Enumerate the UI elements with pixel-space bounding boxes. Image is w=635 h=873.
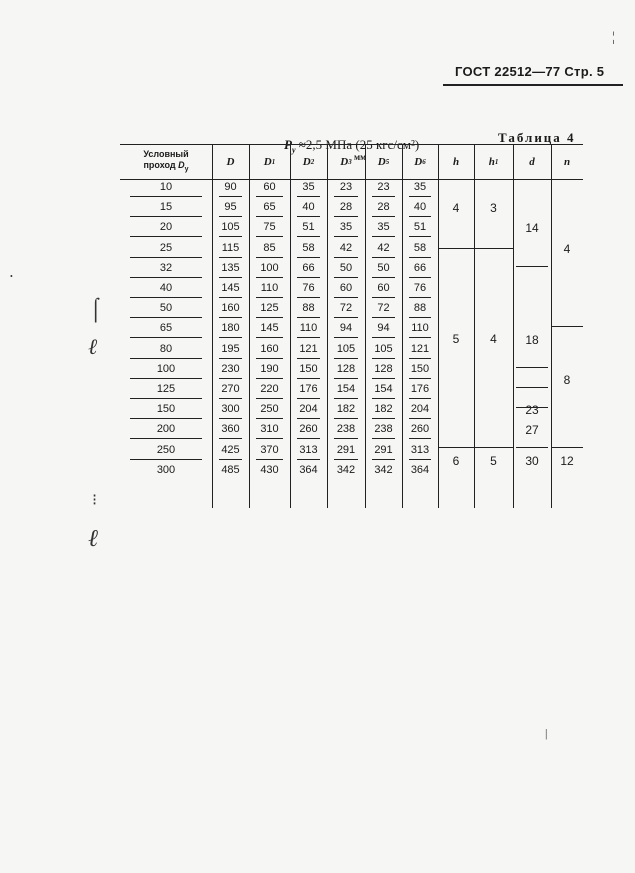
row-underline — [297, 317, 320, 318]
dimension-value: 23 — [339, 181, 353, 193]
row-underline — [409, 459, 431, 460]
row-underline — [130, 438, 202, 439]
header-nominal-bore — [120, 145, 212, 179]
bore-value: 80 — [159, 342, 173, 355]
column-header-symbol: n — [563, 156, 571, 168]
header-nominal-bore-line2 — [143, 160, 188, 175]
n-value: 8 — [563, 372, 571, 387]
dimension-value: 72 — [377, 302, 390, 315]
dimension-value: 370 — [260, 443, 279, 456]
row-underline — [372, 358, 395, 359]
dimension-value: 128 — [374, 362, 393, 375]
column-header-n — [551, 145, 583, 179]
row-underline — [334, 337, 358, 338]
dimension-value: 50 — [339, 261, 353, 274]
dimension-value: 35 — [413, 181, 427, 193]
row-underline — [334, 418, 358, 419]
row-underline — [130, 297, 202, 298]
dimension-value: 291 — [374, 443, 393, 456]
row-underline — [256, 216, 283, 217]
row-underline — [372, 378, 395, 379]
dimension-value: 430 — [260, 463, 279, 476]
dimension-value: 364 — [299, 463, 318, 476]
scan-mark: • — [10, 272, 13, 281]
row-underline — [219, 196, 242, 197]
bore-value: 125 — [156, 383, 176, 395]
row-underline — [219, 257, 242, 258]
dimension-value: 182 — [374, 403, 393, 416]
dimension-value: 180 — [221, 322, 240, 335]
dimension-value: 313 — [299, 443, 318, 456]
dimension-value: 35 — [302, 181, 315, 193]
bore-value: 200 — [156, 423, 176, 436]
units-label: мм — [354, 152, 367, 162]
dimension-value: 190 — [260, 362, 279, 375]
row-underline — [409, 236, 431, 237]
dimension-value: 250 — [260, 403, 279, 416]
column-header-d2 — [290, 145, 327, 179]
row-underline — [372, 418, 395, 419]
group-rule — [516, 387, 548, 388]
row-underline — [256, 257, 283, 258]
bore-value: 10 — [159, 181, 173, 193]
dimension-value: 204 — [410, 403, 430, 416]
column-header-subscript: 1 — [494, 158, 499, 166]
dimension-value: 182 — [336, 403, 356, 416]
row-underline — [256, 358, 283, 359]
row-underline — [130, 358, 202, 359]
dimension-value: 28 — [339, 201, 353, 214]
column-header-h — [438, 145, 474, 179]
dimension-value: 145 — [221, 282, 240, 294]
pressure-value: ≈2,5 МПа (25 кгс/см²) — [298, 137, 420, 152]
row-underline — [409, 257, 431, 258]
dimension-value: 342 — [336, 463, 356, 476]
row-underline — [297, 398, 320, 399]
row-underline — [297, 216, 320, 217]
dimension-value: 40 — [302, 201, 315, 214]
row-underline — [256, 378, 283, 379]
dimension-value: 230 — [221, 362, 240, 375]
row-underline — [297, 418, 320, 419]
dimension-value: 125 — [260, 302, 279, 315]
row-underline — [372, 196, 395, 197]
row-underline — [334, 438, 358, 439]
row-underline — [372, 459, 395, 460]
h-value: 4 — [452, 201, 460, 216]
scan-mark: ⌠ — [89, 296, 103, 321]
dimension-value: 51 — [413, 221, 427, 234]
page-header: ГОСТ 22512—77 Стр. 5 — [455, 64, 605, 79]
dimension-value: 195 — [221, 342, 240, 355]
dimension-value: 310 — [260, 423, 279, 436]
dimension-value: 238 — [336, 423, 356, 436]
dimension-value: 60 — [339, 282, 353, 294]
column-header-subscript: 5 — [385, 158, 390, 166]
scan-mark: ℓ — [88, 334, 98, 359]
header-nominal-bore-subscript: у — [184, 165, 189, 173]
pressure-subscript: у — [291, 145, 296, 155]
row-underline — [256, 438, 283, 439]
row-underline — [409, 196, 431, 197]
dimension-value: 110 — [411, 322, 429, 335]
group-rule — [438, 248, 513, 249]
row-underline — [372, 317, 395, 318]
row-underline — [219, 358, 242, 359]
dimension-value: 105 — [221, 221, 240, 234]
dimension-value: 238 — [374, 423, 393, 436]
dimension-value: 28 — [377, 201, 390, 214]
column-header-symbol: D — [263, 156, 272, 168]
dimension-value: 128 — [336, 362, 356, 375]
row-underline — [372, 236, 395, 237]
column-header-d3 — [327, 145, 365, 179]
h1-value: 5 — [490, 453, 497, 468]
row-underline — [130, 378, 202, 379]
dimension-value: 60 — [263, 181, 276, 193]
row-underline — [409, 438, 431, 439]
dimension-value: 135 — [221, 261, 240, 274]
row-underline — [297, 196, 320, 197]
h-value: 6 — [452, 453, 460, 468]
column-header-subscript: 2 — [310, 158, 315, 166]
row-underline — [372, 277, 395, 278]
row-underline — [219, 216, 242, 217]
row-underline — [256, 418, 283, 419]
scan-mark: ℓ — [88, 526, 98, 552]
row-underline — [256, 277, 283, 278]
row-underline — [372, 257, 395, 258]
h-value: 5 — [452, 332, 460, 347]
row-underline — [409, 297, 431, 298]
row-underline — [219, 418, 242, 419]
dimension-value: 76 — [413, 282, 427, 294]
row-underline — [372, 398, 395, 399]
bore-value: 40 — [159, 282, 173, 294]
row-underline — [334, 196, 358, 197]
dimension-value: 176 — [410, 383, 430, 395]
scan-mark: ⁝ — [92, 492, 98, 509]
d-value: 27 — [525, 423, 539, 438]
row-underline — [130, 236, 202, 237]
row-underline — [297, 459, 320, 460]
header-nominal-bore-line1: Условный — [143, 149, 189, 160]
row-underline — [219, 438, 242, 439]
row-underline — [130, 459, 202, 460]
bore-value: 50 — [159, 302, 173, 315]
row-underline — [219, 398, 242, 399]
bore-value: 32 — [159, 261, 173, 274]
row-underline — [297, 438, 320, 439]
dimension-value: 105 — [374, 342, 393, 355]
group-rule — [551, 326, 583, 327]
row-underline — [409, 378, 431, 379]
bore-value: 20 — [159, 221, 173, 234]
row-underline — [372, 297, 395, 298]
bore-value: 25 — [159, 241, 173, 254]
row-underline — [130, 216, 202, 217]
row-underline — [256, 398, 283, 399]
dimension-value: 342 — [374, 463, 393, 476]
dimension-value: 100 — [260, 261, 279, 274]
group-rule — [516, 407, 548, 408]
column-header-symbol: D — [414, 156, 423, 168]
dimension-value: 65 — [263, 201, 276, 214]
row-underline — [334, 398, 358, 399]
column-header-d — [212, 145, 249, 179]
dimension-value: 58 — [302, 241, 315, 254]
h1-value: 4 — [490, 332, 497, 347]
bore-value: 300 — [156, 463, 176, 476]
dimension-value: 485 — [221, 463, 240, 476]
column-header-symbol: d — [529, 156, 535, 168]
bore-value: 65 — [159, 322, 173, 335]
row-underline — [409, 418, 431, 419]
row-underline — [130, 196, 202, 197]
row-underline — [219, 277, 242, 278]
row-underline — [256, 459, 283, 460]
d-value: 14 — [525, 221, 539, 236]
dimension-value: 121 — [299, 342, 318, 355]
row-underline — [219, 236, 242, 237]
dimension-value: 270 — [221, 383, 240, 395]
dimension-value: 88 — [413, 302, 427, 315]
row-underline — [372, 337, 395, 338]
header-nominal-bore-symbol: D — [178, 160, 185, 171]
group-rule — [516, 266, 548, 267]
row-underline — [130, 418, 202, 419]
dimension-value: 94 — [339, 322, 353, 335]
dimension-value: 115 — [221, 241, 240, 254]
row-underline — [130, 398, 202, 399]
row-underline — [297, 358, 320, 359]
row-underline — [130, 257, 202, 258]
dimension-value: 291 — [336, 443, 356, 456]
dimension-value: 154 — [336, 383, 356, 395]
row-underline — [297, 236, 320, 237]
column-header-symbol: D — [377, 156, 386, 168]
row-underline — [297, 378, 320, 379]
header-rule — [443, 84, 623, 86]
row-underline — [130, 337, 202, 338]
header-nominal-bore-word: проход — [143, 160, 176, 171]
dimension-value: 364 — [410, 463, 430, 476]
column-header-symbol: h — [488, 156, 495, 168]
row-underline — [409, 277, 431, 278]
n-value: 4 — [563, 241, 571, 256]
dimension-value: 66 — [413, 261, 427, 274]
row-underline — [334, 317, 358, 318]
dimension-value: 95 — [224, 201, 237, 214]
row-underline — [334, 277, 358, 278]
column-header-symbol: D — [340, 156, 349, 168]
dimension-value: 110 — [260, 282, 279, 294]
row-underline — [409, 337, 431, 338]
scan-mark: ¦ — [612, 30, 615, 45]
row-underline — [297, 277, 320, 278]
row-underline — [372, 438, 395, 439]
dimension-value: 154 — [374, 383, 393, 395]
dimension-value: 121 — [410, 342, 430, 355]
column-header-subscript: 3 — [348, 158, 352, 166]
scan-mark: | — [545, 726, 548, 740]
column-header-subscript: 6 — [422, 158, 426, 166]
column-header-h1 — [474, 145, 513, 179]
dimension-value: 300 — [221, 403, 240, 416]
dimension-value: 150 — [410, 362, 430, 375]
dimension-value: 35 — [377, 221, 390, 234]
d-value: 30 — [525, 453, 539, 468]
row-underline — [256, 236, 283, 237]
bore-value: 150 — [156, 403, 176, 416]
column-header-d6 — [402, 145, 438, 179]
row-underline — [297, 337, 320, 338]
dimension-value: 88 — [302, 302, 315, 315]
row-underline — [297, 257, 320, 258]
dimension-value: 23 — [377, 181, 390, 193]
group-rule — [551, 447, 583, 448]
dimension-value: 160 — [221, 302, 240, 315]
row-underline — [372, 216, 395, 217]
dimension-value: 360 — [221, 423, 240, 436]
dimension-value: 94 — [377, 322, 390, 335]
row-underline — [256, 297, 283, 298]
row-underline — [130, 277, 202, 278]
h1-value: 3 — [490, 201, 497, 216]
dimension-value: 40 — [413, 201, 427, 214]
pressure-symbol: P — [284, 137, 292, 152]
group-rule — [516, 447, 548, 448]
column-header-d5 — [365, 145, 402, 179]
dimension-value: 425 — [221, 443, 240, 456]
dimension-value: 313 — [410, 443, 430, 456]
dimension-value: 58 — [413, 241, 427, 254]
dimension-value: 60 — [377, 282, 390, 294]
row-underline — [334, 459, 358, 460]
dimension-value: 42 — [339, 241, 353, 254]
n-value: 12 — [560, 453, 574, 468]
dimension-value: 110 — [299, 322, 318, 335]
row-underline — [219, 297, 242, 298]
row-underline — [256, 196, 283, 197]
group-rule — [516, 367, 548, 368]
dimension-value: 35 — [339, 221, 353, 234]
column-header-symbol: D — [302, 156, 311, 168]
dimension-value: 42 — [377, 241, 390, 254]
bore-value: 100 — [156, 362, 176, 375]
dimension-value: 85 — [263, 241, 276, 254]
row-underline — [219, 459, 242, 460]
flange-dimensions-table — [120, 144, 583, 508]
dimension-value: 90 — [224, 181, 237, 193]
d-value: 18 — [525, 332, 539, 347]
dimension-value: 150 — [299, 362, 318, 375]
group-rule — [438, 447, 513, 448]
row-underline — [334, 257, 358, 258]
dimension-value: 50 — [377, 261, 390, 274]
row-underline — [334, 216, 358, 217]
dimension-value: 105 — [336, 342, 356, 355]
dimension-value: 72 — [339, 302, 353, 315]
dimension-value: 176 — [299, 383, 318, 395]
row-underline — [297, 297, 320, 298]
dimension-value: 204 — [299, 403, 318, 416]
row-underline — [130, 317, 202, 318]
column-header-d1 — [249, 145, 290, 179]
row-underline — [409, 317, 431, 318]
dimension-value: 66 — [302, 261, 315, 274]
dimension-value: 145 — [260, 322, 279, 335]
table-title: Таблица 4 — [498, 130, 576, 145]
row-underline — [334, 378, 358, 379]
dimension-value: 220 — [260, 383, 279, 395]
d-value: 23 — [525, 403, 539, 418]
column-header-subscript: 1 — [271, 158, 276, 166]
column-header-symbol: D — [226, 156, 235, 168]
row-underline — [334, 297, 358, 298]
bore-value: 15 — [159, 201, 173, 214]
column-header-d — [513, 145, 551, 179]
dimension-value: 260 — [299, 423, 318, 436]
row-underline — [256, 337, 283, 338]
row-underline — [409, 216, 431, 217]
bore-value: 250 — [156, 443, 176, 456]
dimension-value: 51 — [302, 221, 315, 234]
row-underline — [409, 358, 431, 359]
dimension-value: 75 — [263, 221, 276, 234]
row-underline — [219, 317, 242, 318]
row-underline — [219, 378, 242, 379]
row-underline — [334, 358, 358, 359]
row-underline — [256, 317, 283, 318]
dimension-value: 160 — [260, 342, 279, 355]
row-underline — [409, 398, 431, 399]
row-underline — [219, 337, 242, 338]
row-underline — [334, 236, 358, 237]
column-header-symbol: h — [452, 156, 460, 168]
dimension-value: 76 — [302, 282, 315, 294]
dimension-value: 260 — [410, 423, 430, 436]
